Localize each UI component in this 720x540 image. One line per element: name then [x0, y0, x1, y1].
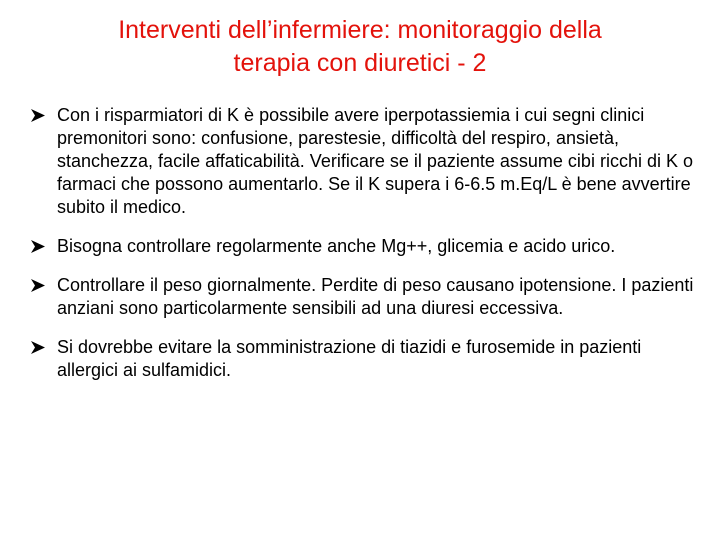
slide-title [20, 14, 700, 80]
bullet-text: Si dovrebbe evitare la somministrazione di tiazidi e furosemide in pazienti allergici ai sulfamidici. [57, 337, 642, 380]
arrow-bullet-icon [30, 336, 46, 359]
bullet-text: Controllare il peso giornalmente. Perdite di peso causano ipotensione. I pazienti anziani sono particolarmente sensibili ad una diuresi eccessiva. [57, 275, 694, 318]
bullet-list [30, 104, 702, 398]
bullet-text: Con i risparmiatori di K è possibile avere iperpotassiemia i cui segni clinici premonitori sono: confusione, parestesie, difficoltà del respiro, ansietà, stanchezza, facile affaticabilità. Verificare se il paziente assume cibi ricchi di K o farmaci che possono aumentarlo. Se il K supera i 6-6.5 m.Eq/L è bene avvertire subito il medico. [57, 105, 693, 217]
bullet-text: Bisogna controllare regolarmente anche Mg++, glicemia e acido urico. [57, 236, 616, 256]
slide-title-line-1: Interventi dell’infermiere: monitoraggio della [118, 16, 602, 44]
arrow-bullet-icon [30, 104, 46, 127]
bullet-item [30, 235, 702, 258]
bullet-item [30, 336, 702, 382]
slide-title-line-2: terapia con diuretici - 2 [233, 49, 487, 77]
arrow-bullet-icon [30, 235, 46, 258]
bullet-item [30, 104, 702, 219]
arrow-bullet-icon [30, 274, 46, 297]
bullet-item [30, 274, 702, 320]
